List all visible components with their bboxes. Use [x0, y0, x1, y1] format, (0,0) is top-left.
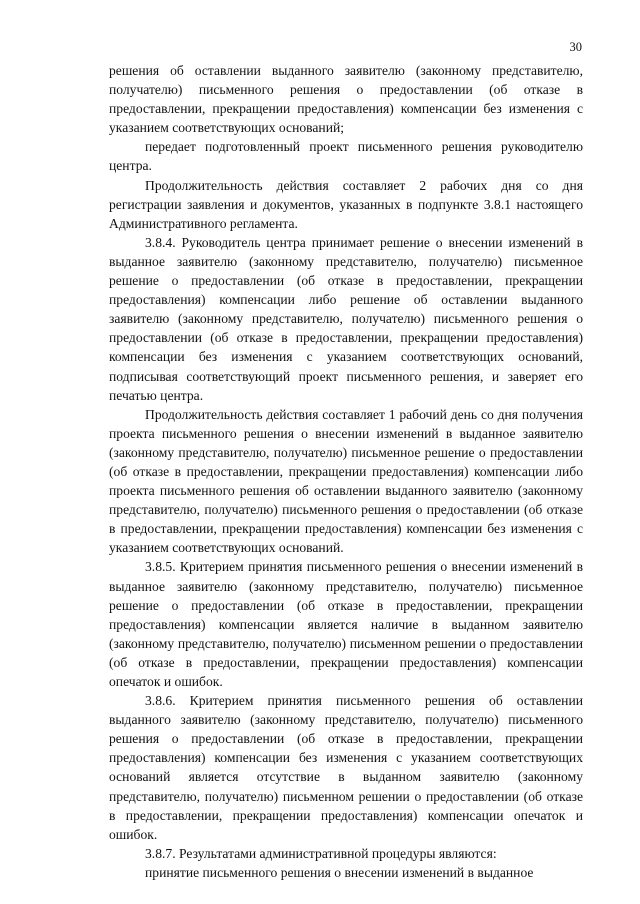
paragraph: передает подготовленный проект письменного решения руководителю центра.: [109, 139, 583, 174]
paragraph-3-8-7: 3.8.7. Результатами административной процедуры являются:: [145, 845, 497, 861]
paragraph-continuation: решения об оставлении выданного заявителю (законному представителю, получателю) письменного решения о предоставлении (об отказе в предоставлении, прекращении предоставления) компенсации без изменения с указанием соответствующих оснований;: [109, 63, 583, 136]
paragraph: Продолжительность действия составляет 2 рабочих дня со дня регистрации заявления и документов, указанных в подпункте 3.8.1 настоящего Административного регламента.: [109, 177, 583, 231]
paragraph-3-8-4: 3.8.4. Руководитель центра принимает решение о внесении изменений в выданное заявителю (законному представителю, получателю) письменное решение о предоставлении (об отказе в предоставлении, прекращении предоставления) компенсации либо решение об оставлении выданного заявителю (законному представителю, получателю) письменного решения о предоставлении (об отказе в предоставлении, прекращении предоставления) компенсации без изменения с указанием соответствующих оснований, подписывая соответствующий проект письменного решения, и заверяет его печатью центра.: [109, 234, 583, 403]
page-number: 30: [569, 40, 582, 54]
paragraph-3-8-6: 3.8.6. Критерием принятия письменного решения об оставлении выданного заявителю (законному представителю, получателю) письменного решения о предоставлении (об отказе в предоставлении, прекращении предоставления) компенсации без изменения с указанием соответствующих оснований является отсутствие в выданном заявителю (законному представителю, получателю) письменном решении о предоставлении (об отказе в предоставлении, прекращении предоставления) компенсации опечаток и ошибок.: [109, 693, 583, 842]
paragraph: принятие письменного решения о внесении изменений в выданное: [145, 864, 534, 880]
paragraph-3-8-5: 3.8.5. Критерием принятия письменного решения о внесении изменений в выданное заявителю (законному представителю, получателю) письменное решение о предоставлении (об отказе в предоставлении, прекращении предоставления) компенсации является наличие в выданном заявителю (законному представителю, получателю) письменном решении о предоставлении (об отказе в предоставлении, прекращении предоставления) компенсации опечаток и ошибок.: [109, 559, 583, 689]
document-body: [109, 61, 583, 882]
paragraph: Продолжительность действия составляет 1 рабочий день со дня получения проекта письменного решения о внесении изменений в выданное заявителю (законному представителю, получателю) письменное решение о предоставлении (об отказе в предоставлении, прекращении предоставления) компенсации либо проекта письменного решения об оставлении выданного заявителю (законному представителю, получателю) письменного решения о предоставлении (об отказе в предоставлении, прекращении предоставления) компенсации без изменения с указанием соответствующих оснований.: [109, 406, 583, 556]
